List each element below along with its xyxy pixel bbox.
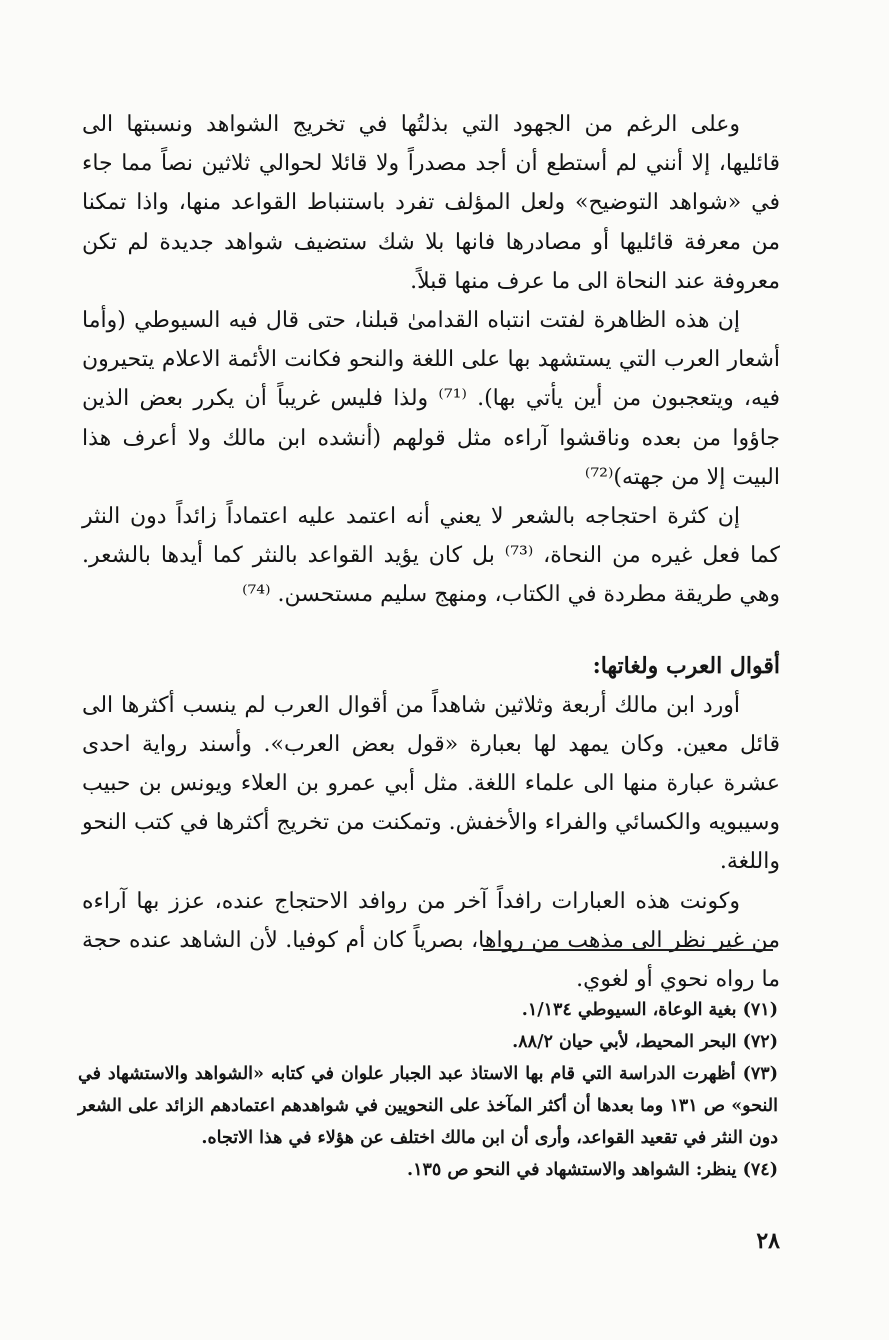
page-number: ٢٨ — [756, 1228, 780, 1254]
footnotes — [78, 994, 778, 1186]
paragraph: أورد ابن مالك أربعة وثلاثين شاهداً من أقوال العرب لم ينسب أكثرها الى قائل معين. وكان يمهد لها بعبارة «قول بعض العرب». وأسند رواية احدى عشرة عبارة منها الى علماء اللغة. مثل أبي عمرو بن العلاء ويونس بن حبيب وسيبويه والكسائي والفراء والأخفش. وتمكنت من تخريج أكثرها في كتب النحو واللغة. — [82, 692, 780, 875]
footnote: (٧٣) أظهرت الدراسة التي قام بها الاستاذ عبد الجبار علوان في كتابه «الشواهد والاستشهاد في النحو» ص ١٣١ وما بعدها أن أكثر المآخذ على النحويين في شواهدهم اعتمادهم الزائد على الشعر دون النثر في تقعيد القواعد، وأرى أن ابن مالك اختلف عن هؤلاء في هذا الاتجاه. — [78, 1064, 778, 1148]
paragraph: وكونت هذه العبارات رافداً آخر من روافد الاحتجاج عنده، عزز بها آراءه من غير نظر الى مذهب من رواها، بصرياً كان أم كوفيا. لأن الشاهد عنده حجة ما رواه نحوي أو لغوي. — [82, 888, 780, 993]
paragraph: إن هذه الظاهرة لفتت انتباه القدامىٰ قبلنا، حتى قال فيه السيوطي (وأما أشعار العرب التي يستشهد بها على اللغة والنحو فكانت الأئمة الاعلام يتحيرون فيه، ويتعجبون من أين يأتي بها). ⁽⁷¹⁾ ولذا فليس غريباً أن يكرر بعض الذين جاؤوا من بعده وناقشوا آراءه مثل قولهم (أنشده ابن مالك ولا أعرف هذا البيت إلا من جهته)⁽⁷²⁾ — [82, 308, 780, 490]
section-heading: أقوال العرب ولغاتها: — [592, 652, 780, 679]
main-text — [82, 105, 780, 999]
footnote: (٧٢) البحر المحيط، لأبي حيان ٨٨/٢. — [512, 1032, 778, 1052]
footnote: (٧٤) ينظر: الشواهد والاستشهاد في النحو ص ١٣٥. — [406, 1160, 778, 1180]
footnote: (٧١) بغية الوعاة، السيوطي ١/١٣٤. — [521, 1000, 778, 1020]
paragraph: وعلى الرغم من الجهود التي بذلتُها في تخريج الشواهد ونسبتها الى قائليها، إلا أنني لم أستطع أن أجد مصدراً ولا قائلا لحوالي ثلاثين نصاً مما جاء في «شواهد التوضيح» ولعل المؤلف تفرد باستنباط القواعد منها، واذا تمكنا من معرفة قائليها أو مصادرها فانها بلا شك ستضيف شواهد جديدة لم تكن معروفة عند النحاة الى ما عرف منها قبلاً. — [82, 112, 780, 294]
footnote-divider — [483, 949, 773, 951]
paragraph: إن كثرة احتجاجه بالشعر لا يعني أنه اعتمد عليه اعتماداً زائداً دون النثر كما فعل غيره من النحاة، ⁽⁷³⁾ بل كان يؤيد القواعد بالنثر كما أيدها بالشعر. وهي طريقة مطردة في الكتاب، ومنهج سليم مستحسن. ⁽⁷⁴⁾ — [82, 504, 780, 608]
